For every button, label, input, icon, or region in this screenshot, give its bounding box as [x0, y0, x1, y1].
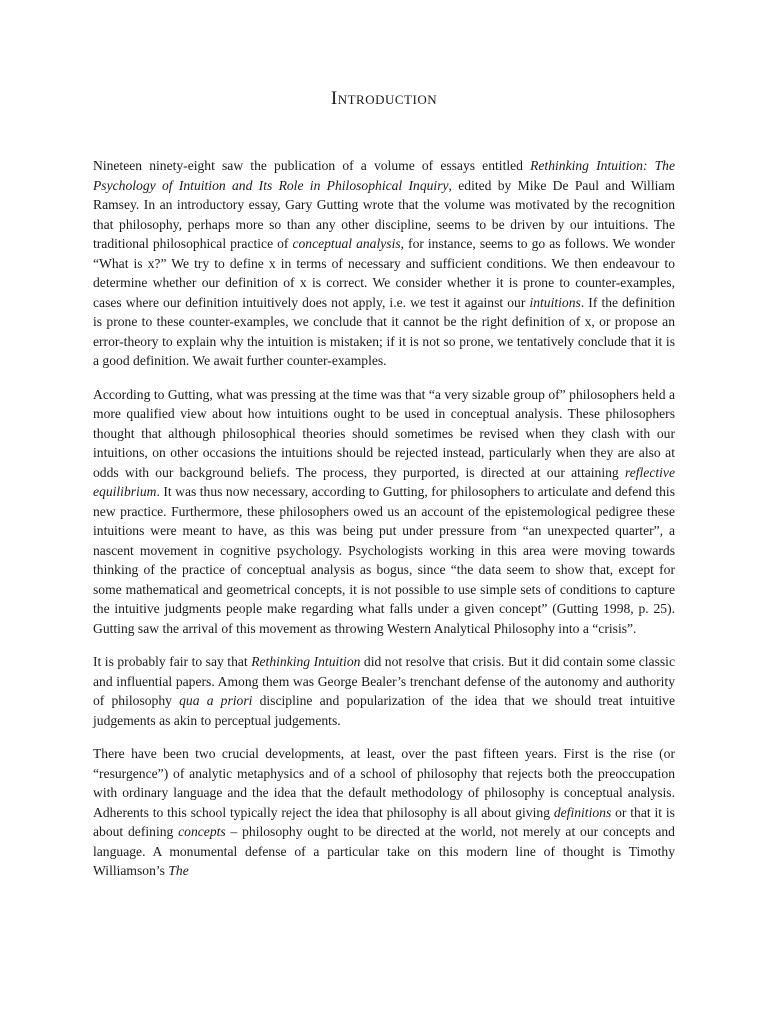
p4-text-c: or that it is about defining [93, 804, 675, 839]
p1-text-a: Nineteen ninety-eight saw the publication of a volume of essays entitled [93, 158, 531, 173]
p1-text-e: , for instance, seems to go as follows. We wonder “What is x?” We try to define x in terms of necessary and sufficient conditions. We then endeavour to determine whether our definition of x is correct. We consider whether it is prone to counter-examples, cases where our definition intuitively does not apply, i.e. we test it against our [93, 236, 675, 310]
p4-text-a: There have been two crucial developments, at least, over the past fifteen years. First is the rise (or “resurgence”) of analytic metaphysics and of a school of philosophy that rejects both the preoccupation with ordinary language and the idea that the default methodology of philosophy is conceptual analysis. Adherents to this school typically reject the idea that philosophy is all about giving [93, 746, 675, 820]
p2-text-c: . It was thus now necessary, according to Gutting, for philosophers to articulate and defend this new practice. Furthermore, these philosophers owed us an account of the epistemological pedigree these intuitions were meant to have, as this was being put under pressure from “an unexpected quarter”, a nascent movement in cognitive psychology. Psychologists working in this area were moving towards thinking of the practice of conceptual analysis as bogus, since “the data seem to show that, except for some mathematical and geometrical concepts, it is not possible to use simple sets of conditions to capture the intuitive judgments people make regarding what falls under a given concept” (Gutting 1998, p. 25). Gutting saw the arrival of this movement as throwing Western Analytical Philosophy into a “crisis”. [93, 484, 675, 636]
p3-text-c: did not resolve that crisis. But it did contain some classic and influential papers. Among them was George Bealer’s trenchant defense of the autonomy and authority of philosophy [93, 654, 675, 708]
p4-book-title-start: The [168, 863, 189, 878]
paragraph-4 [93, 744, 675, 881]
p1-text-g: . If the definition is prone to these counter-examples, we conclude that it cannot be the right definition of x, or propose an error-theory to explain why the intuition is mistaken; if it is not so prone, we tentatively conclude that it is a good definition. We await further counter-examples. [93, 294, 675, 368]
p2-text-a: According to Gutting, what was pressing at the time was that “a very sizable group of” philosophers held a more qualified view about how intuitions ought to be used in conceptual analysis. These philosophers thought that although philosophical theories should sometimes be revised when they clash with our intuitions, on other occasions the intuitions should be rejected instead, particularly when they are also at odds with our background beliefs. The process, they purported, is directed at our attaining [93, 386, 675, 480]
p1-book-title: Rethinking Intuition: The Psychology of Intuition and Its Role in Philosophical Inquiry [93, 158, 675, 193]
body-text [93, 156, 675, 895]
paragraph-3 [93, 652, 675, 730]
p3-text-e: discipline and popularization of the idea that we should treat intuitive judgements as akin to perceptual judgements. [93, 693, 675, 728]
p3-text-a: It is probably fair to say that [93, 654, 252, 669]
p2-term-reflective-equilibrium: reflective equilibrium [93, 464, 675, 499]
p4-text-e: – philosophy ought to be directed at the world, not merely at our concepts and language. A monumental defense of a particular take on this modern line of thought is Timothy Williamson’s [93, 824, 675, 878]
p4-term-definitions: definitions [553, 804, 612, 820]
chapter-title: Introduction [330, 88, 438, 109]
p1-term-intuitions: intuitions [529, 294, 581, 310]
p4-term-concepts: concepts [178, 824, 226, 839]
paragraph-1 [93, 156, 675, 371]
p3-term-qua-a-priori: qua a priori [179, 693, 253, 708]
p3-book-title: Rethinking Intuition [251, 654, 361, 669]
paragraph-2 [93, 385, 675, 639]
p1-text-c: , edited by Mike De Paul and William Ramsey. In an introductory essay, Gary Gutting wrote that the volume was motivated by the recognition that philosophy, perhaps more so than any other discipline, seems to be driven by our intuitions. The traditional philosophical practice of [93, 177, 675, 251]
p1-term-conceptual-analysis: conceptual analysis [292, 236, 401, 251]
